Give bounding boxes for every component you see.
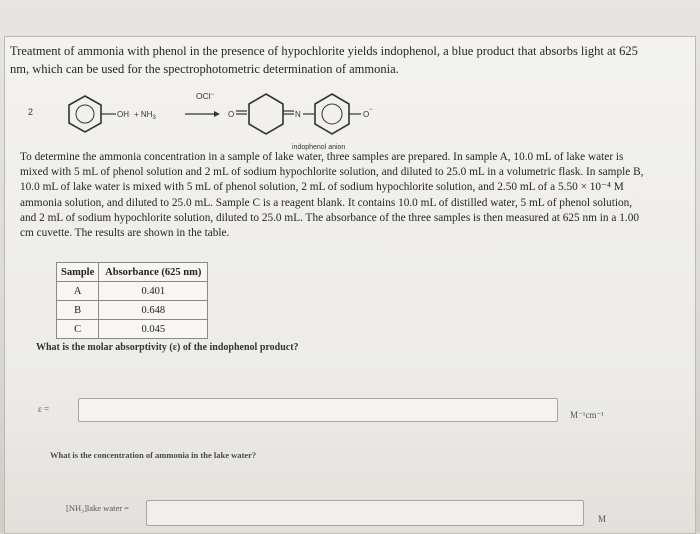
absorbance-cell: 0.045 (99, 320, 208, 339)
table-row (57, 282, 208, 301)
reagent-charge: − (210, 92, 215, 98)
coefficient-label: 2 (28, 107, 34, 117)
procedure-paragraph: To determine the ammonia concentration in a sample of lake water, three samples are prepared. In sample A, 10.0 mL of lake water is mixed with 5 mL of phenol solution and 2 mL of sodium hypochlorite solution, and diluted to 25.0 mL in a volumetric flask. In sample B, 10.0 mL of lake water is mixed with 5 mL of phenol solution, 2 mL of sodium hypochlorite solution, and 2.50 mL of a 5.50 × 10⁻⁴ M ammonia solution, and diluted to 25.0 mL. Sample C is a reagent blank. It contains 10.0 mL of distilled water, 5 mL of phenol solution, and 2 mL of sodium hypochlorite solution, diluted to 25.0 mL. The absorbance of the three samples is then measured at 625 nm in a 1.00 cm cuvette. The results are shown in the table. (20, 151, 644, 240)
reagent-label-main: OCl (196, 91, 211, 101)
question-2-text: What is the concentration of ammonia in the lake water? (50, 450, 257, 460)
sample-cell: A (57, 282, 99, 301)
reaction-scheme (30, 82, 460, 152)
table-row (57, 320, 208, 339)
product-caption: indophenol anion (292, 144, 346, 151)
reaction-diagram (30, 82, 460, 152)
product-o-label: O (228, 110, 235, 119)
reaction-arrowhead (214, 111, 220, 117)
phenol-ring-inner (76, 105, 94, 123)
absorbance-cell: 0.648 (99, 301, 208, 320)
ammonia-label (134, 110, 156, 121)
table-row (57, 301, 208, 320)
molar-absorptivity-unit: M⁻¹cm⁻¹ (570, 410, 604, 420)
epsilon-label: ε = (38, 404, 50, 414)
header-sample: Sample (57, 263, 99, 282)
quinone-ring (249, 94, 283, 134)
phenoxide-ring-inner (322, 104, 342, 124)
product-n-label: N (295, 110, 301, 119)
absorbance-cell: 0.401 (99, 282, 208, 301)
table-header-row (57, 263, 208, 282)
intro-text: Treatment of ammonia with phenol in the presence of hypochlorite yields indophenol, a blue product that absorbs light at 625 nm, which can be used for the spectrophotometric determination of ammonia. (10, 44, 638, 76)
molar-absorptivity-input[interactable] (78, 398, 558, 422)
question-1-text: What is the molar absorptivity (ε) of the indophenol product? (36, 342, 299, 353)
phenoxide-ring (315, 94, 349, 134)
results-table (56, 262, 208, 339)
header-absorbance: Absorbance (625 nm) (99, 263, 208, 282)
ammonia-concentration-unit: M (598, 514, 607, 524)
sample-cell: B (57, 301, 99, 320)
reagent-label (196, 91, 215, 101)
ammonia-label-sub: 3 (152, 115, 156, 121)
phenol-ring (69, 96, 101, 132)
product-ominus-label: O (363, 110, 370, 119)
sample-cell: C (57, 320, 99, 339)
ammonia-concentration-label: [NH₃]lake water = (66, 503, 129, 513)
ammonia-label-main: + NH (134, 110, 153, 119)
phenol-oh-label: OH (117, 110, 129, 119)
ammonia-concentration-input[interactable] (146, 500, 584, 526)
product-ominus-charge: − (369, 107, 373, 113)
